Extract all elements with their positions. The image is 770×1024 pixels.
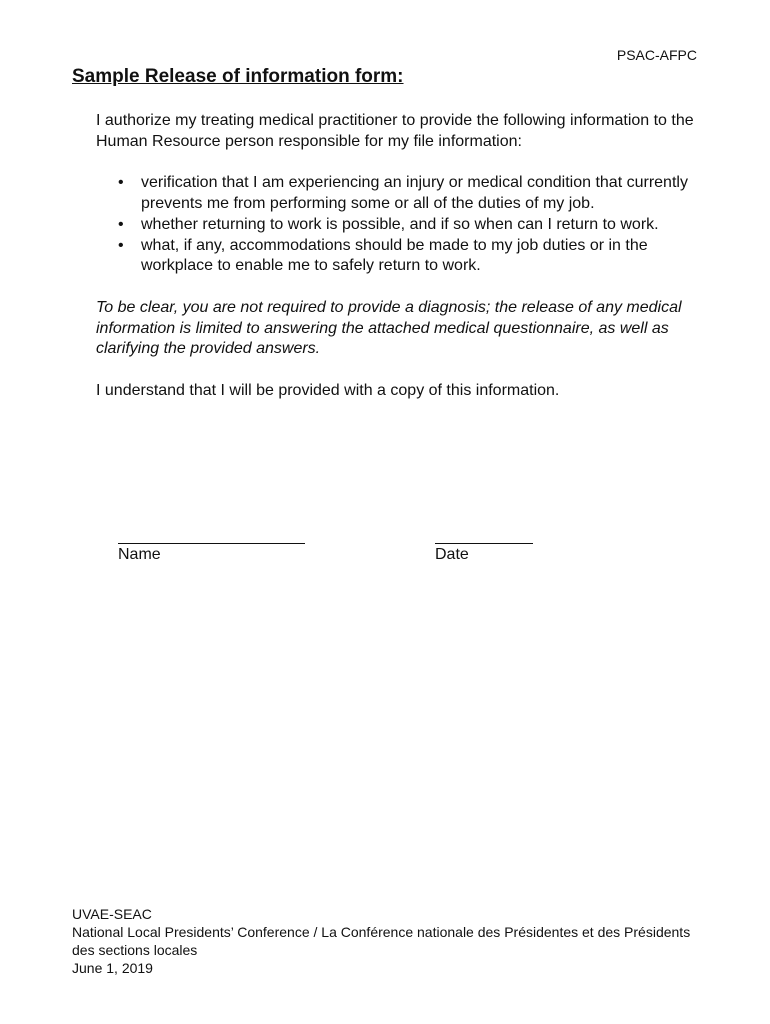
- footer: [72, 905, 692, 977]
- org-tag: PSAC-AFPC: [616, 47, 697, 63]
- list-item-text: whether returning to work is possible, and if so when can I return to work.: [141, 215, 659, 233]
- list-item-text: verification that I am experiencing an injury or medical condition that currently prevents me from performing some or all of the duties of my job.: [141, 174, 688, 213]
- bullet-icon: •: [118, 215, 124, 233]
- footer-date: June 1, 2019: [72, 960, 153, 976]
- page-title: Sample Release of information form:: [72, 66, 404, 87]
- date-label: Date: [435, 546, 469, 563]
- bullet-icon: •: [118, 174, 124, 192]
- list-item-text: what, if any, accommodations should be made to my job duties or in the workplace to enable me to safely return to work.: [141, 236, 648, 275]
- list-item: [118, 236, 696, 277]
- authorization-list: [96, 173, 696, 277]
- diagnosis-disclaimer: To be clear, you are not required to provide a diagnosis; the release of any medical information is limited to answering the attached medical questionnaire, as well as clarifying the provided answers.: [96, 298, 682, 358]
- name-signature-line[interactable]: [118, 543, 305, 544]
- copy-acknowledgement: I understand that I will be provided with a copy of this information.: [96, 382, 560, 400]
- name-label: Name: [118, 546, 161, 563]
- bullet-icon: •: [118, 236, 124, 254]
- date-signature-line[interactable]: [435, 543, 533, 544]
- list-item: [118, 173, 696, 214]
- footer-conference: National Local Presidents’ Conference / La Conférence nationale des Présidentes et des Présidents des sections locales: [72, 924, 691, 958]
- document-body: [96, 111, 696, 402]
- list-item: [118, 215, 696, 236]
- intro-paragraph: I authorize my treating medical practitioner to provide the following information to the Human Resource person responsible for my file information:: [96, 112, 694, 150]
- footer-org: UVAE-SEAC: [72, 906, 152, 922]
